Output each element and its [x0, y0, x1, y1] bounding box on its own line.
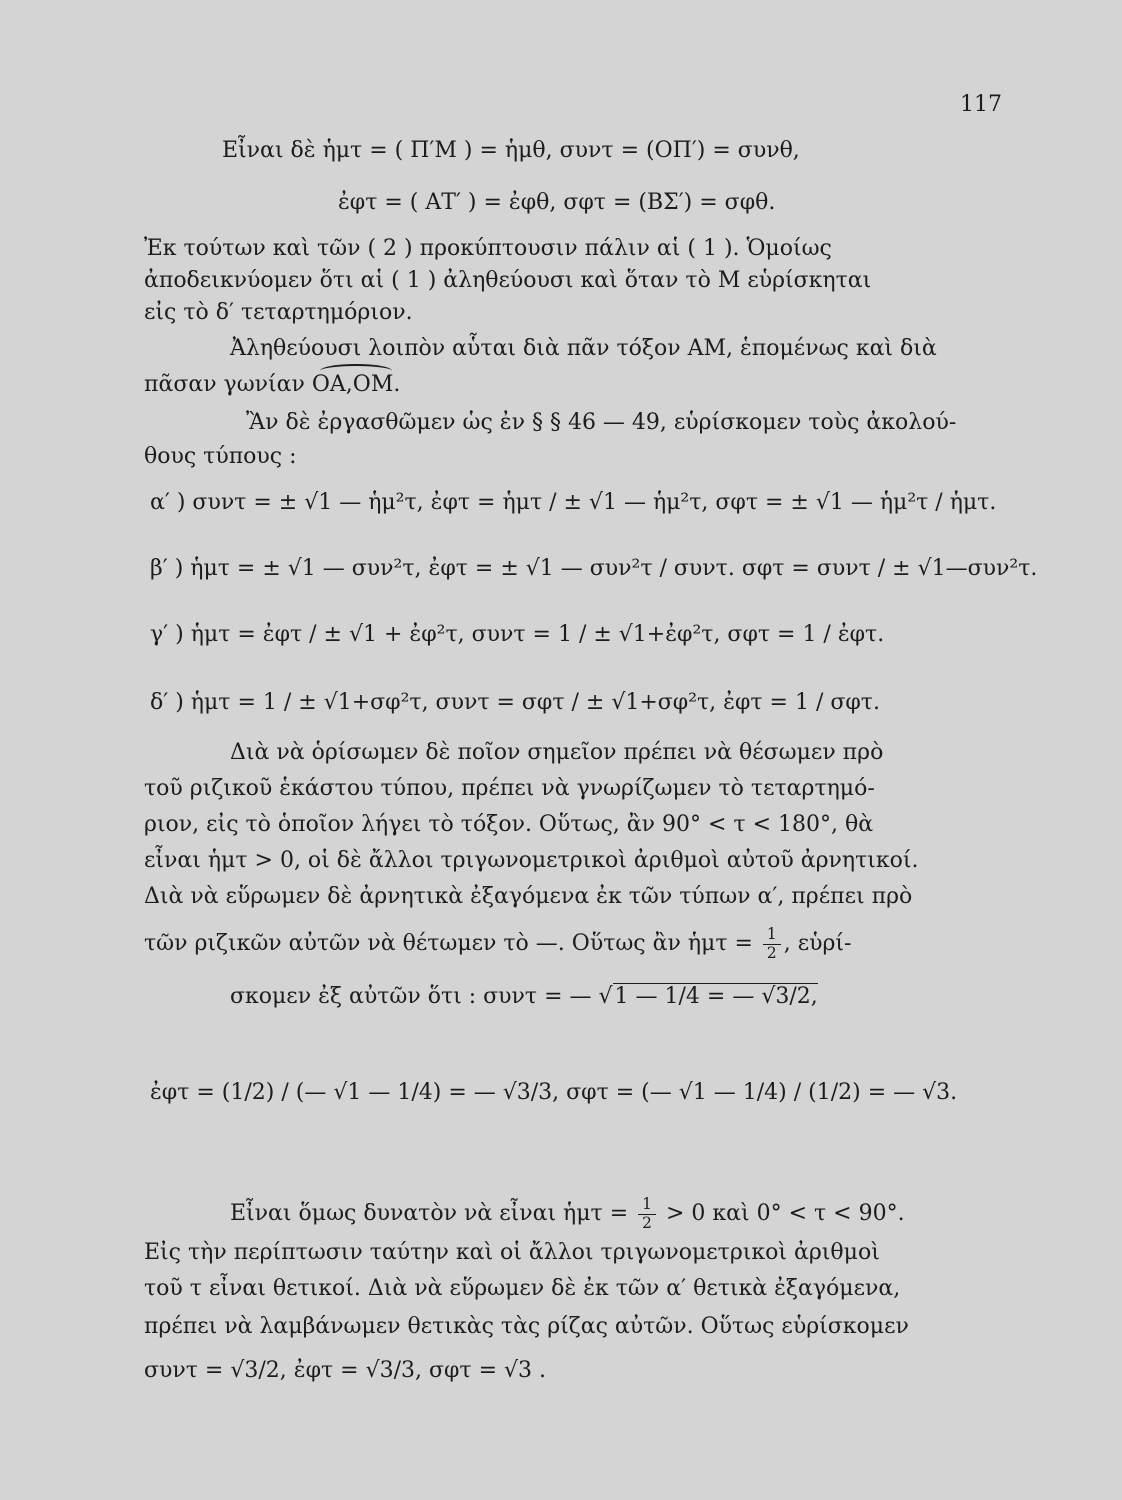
text-line: Εἰς τὴν περίπτωσιν ταύτην καὶ οἱ ἄλλοι τριγωνομετρικοὶ ἀριθμοὶ [144, 1240, 880, 1265]
text-line: ριον, εἰς τὸ ὁποῖον λήγει τὸ τόξον. Οὕτως, ἂν 90° < τ < 180°, θὰ [144, 812, 874, 837]
denominator: 2 [766, 943, 777, 962]
page-number: 117 [960, 92, 1002, 117]
text-line [230, 984, 818, 1009]
text-line: πρέπει νὰ λαμβάνωμεν θετικὰς τὰς ρίζας αὐτῶν. Οὕτως εὑρίσκομεν [144, 1314, 909, 1339]
text-line: Ἀληθεύουσι λοιπὸν αὗται διὰ πᾶν τόξον ΑΜ, ἑπομένως καὶ διὰ [230, 336, 937, 361]
fraction-half [638, 1196, 656, 1232]
formula-a: α′ ) συντ = ± √1 — ἡμ²τ, ἐφτ = ἡμτ / ± √1 — ἡμ²τ, σφτ = ± √1 — ἡμ²τ / ἡμτ. [150, 490, 997, 515]
formula-c: γ′ ) ἡμτ = ἐφτ / ± √1 + ἐφ²τ, συντ = 1 / ± √1+ἐφ²τ, σφτ = 1 / ἐφτ. [150, 622, 885, 647]
text-line: Ἐκ τούτων καὶ τῶν ( 2 ) προκύπτουσιν πάλιν αἱ ( 1 ). Ὁμοίως [144, 236, 832, 261]
text-segment: > 0 καὶ 0° < τ < 90°. [665, 1201, 905, 1227]
fraction-half [763, 926, 781, 962]
text-line: Διὰ νὰ εὕρωμεν δὲ ἀρνητικὰ ἐξαγόμενα ἐκ τῶν τύπων α′, πρέπει πρὸ [144, 884, 913, 909]
text-line [144, 926, 851, 962]
text-line: ἐφτ = ( ΑΤ′ ) = ἐφθ, σφτ = (ΒΣ′) = σφθ. [338, 190, 776, 215]
text-line: Διὰ νὰ ὁρίσωμεν δὲ ποῖον σημεῖον πρέπει νὰ θέσωμεν πρὸ [230, 740, 884, 765]
formula-e: ἐφτ = (1/2) / (— √1 — 1/4) = — √3/3, σφτ = (— √1 — 1/4) / (1/2) = — √3. [150, 1080, 958, 1105]
text-line [144, 372, 400, 397]
text-line: τοῦ ριζικοῦ ἑκάστου τύπου, πρέπει νὰ γνωρίζωμεν τὸ τεταρτημό- [144, 776, 875, 801]
text-segment: , εὑρί- [783, 931, 852, 957]
angle-notation: ΟΑ,ΟΜ. [311, 372, 401, 397]
text-line: θους τύπους : [144, 444, 297, 469]
formula-b: β′ ) ἡμτ = ± √1 — συν²τ, ἐφτ = ± √1 — συν²τ / συντ. σφτ = συντ / ± √1—συν²τ. [150, 556, 1038, 581]
text-line: εἰς τὸ δ′ τεταρτημόριον. [144, 300, 413, 325]
text-segment: πᾶσαν γωνίαν [144, 372, 312, 397]
text-line [230, 1196, 905, 1232]
text-segment: τῶν ριζικῶν αὐτῶν νὰ θέτωμεν τὸ —. Οὕτως ἂν ἡμτ = [144, 931, 753, 957]
numerator: 1 [638, 1196, 656, 1215]
formula-d: δ′ ) ἡμτ = 1 / ± √1+σφ²τ, συντ = σφτ / ± √1+σφ²τ, ἐφτ = 1 / σφτ. [150, 690, 880, 715]
radical-expression: 1 — 1/4 = — √3/2, [614, 984, 818, 1009]
denominator: 2 [642, 1213, 652, 1232]
text-line: εἶναι ἡμτ > 0, οἱ δὲ ἄλλοι τριγωνομετρικοὶ ἀριθμοὶ αὐτοῦ ἀρνητικοί. [144, 848, 919, 873]
text-line: ἀποδεικνύομεν ὅτι αἱ ( 1 ) ἀληθεύουσι καὶ ὅταν τὸ Μ εὑρίσκηται [144, 268, 872, 293]
numerator: 1 [763, 926, 781, 945]
text-line: Εἶναι δὲ ἡμτ = ( Π′Μ ) = ἡμθ, συντ = (ΟΠ′) = συνθ, [222, 138, 800, 163]
text-line: Ἂν δὲ ἐργασθῶμεν ὡς ἐν § § 46 — 49, εὑρίσκομεν τοὺς ἀκολού- [246, 410, 957, 435]
text-segment: σκομεν ἐξ αὐτῶν ὅτι : συντ = — √ [230, 984, 613, 1009]
text-line: τοῦ τ εἶναι θετικοί. Διὰ νὰ εὕρωμεν δὲ ἐκ τῶν α′ θετικὰ ἐξαγόμενα, [144, 1276, 901, 1301]
text-line: συντ = √3/2, ἐφτ = √3/3, σφτ = √3 . [144, 1358, 546, 1383]
text-segment: Εἶναι ὅμως δυνατὸν νὰ εἶναι ἡμτ = [230, 1201, 629, 1227]
